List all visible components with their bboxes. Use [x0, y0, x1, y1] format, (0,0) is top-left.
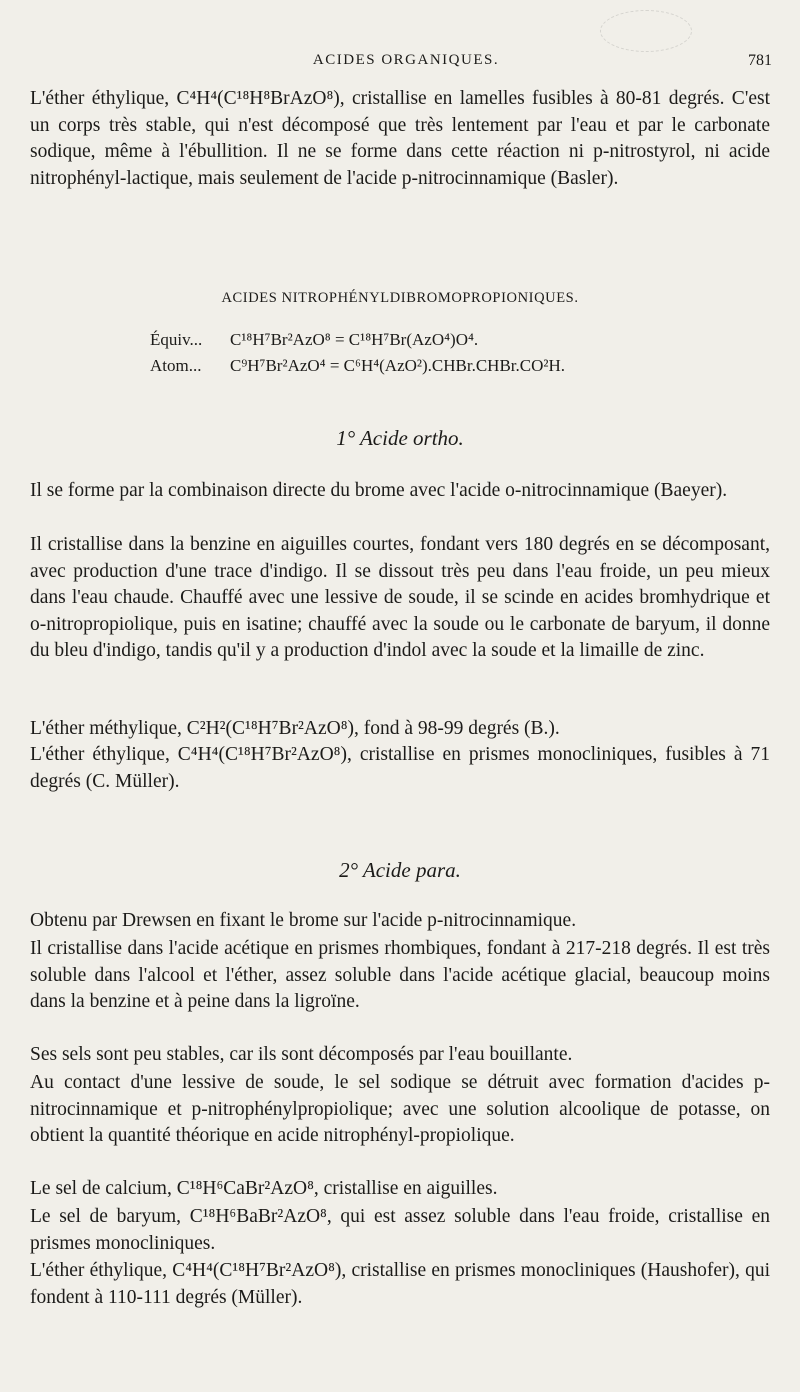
paragraph-cristallisation-para: Il cristallise dans l'acide acétique en prismes rhombiques, fondant à 217-218 degrés. Il est très soluble dans l'alcool et l'éther, assez soluble dans l'acide acétique glacial, beaucoup moins dans la benzine et à peine dans la ligroïne. — [30, 938, 770, 1013]
formula-atom-label: Atom... — [150, 356, 202, 375]
paragraph-ether-ethylique-ortho: L'éther éthylique, C⁴H⁴(C¹⁸H⁷Br²AzO⁸), cristallise en prismes monocliniques, fusibles à 71 degrés (C. Müller). — [30, 744, 770, 792]
paragraph-ether-ethylique-para-acide: L'éther éthylique, C⁴H⁴(C¹⁸H⁷Br²AzO⁸), cristallise en prismes monocliniques (Haushofer), qui fondent à 110-111 degrés (Müller). — [30, 1260, 770, 1308]
formula-atom-value: C⁹H⁷Br²AzO⁴ = C⁶H⁴(AzO²).CHBr.CHBr.CO²H. — [230, 356, 566, 375]
formula-equiv — [150, 328, 478, 352]
formula-equiv-value: C¹⁸H⁷Br²AzO⁸ = C¹⁸H⁷Br(AzO⁴)O⁴. — [230, 330, 479, 349]
paragraph-ether-ethylique-para: L'éther éthylique, C⁴H⁴(C¹⁸H⁸BrAzO⁸), cristallise en lamelles fusibles à 80-81 degrés. C'est un corps très stable, qui n'est décomposé que très lentement par l'eau et par le carbonate sodique, même à l'ébullition. Il ne se forme dans cette réaction ni p-nitrostyrol, ni acide nitrophényl-lactique, mais seulement de l'acide p-nitrocinnamique (Basler). — [30, 88, 770, 189]
paragraph-sels-stabilite: Ses sels sont peu stables, car ils sont décomposés par l'eau bouillante. — [30, 1044, 573, 1065]
section-heading: ACIDES NITROPHÉNYLDIBROMOPROPIONIQUES. — [221, 290, 579, 306]
subheading-acide-ortho-text: 1° Acide ortho. — [336, 426, 464, 450]
paragraph-sel-calcium: Le sel de calcium, C¹⁸H⁶CaBr²AzO⁸, cristallise en aiguilles. — [30, 1178, 498, 1199]
paragraph-ether-methylique: L'éther méthylique, C²H²(C¹⁸H⁷Br²AzO⁸), fond à 98-99 degrés (B.). — [30, 718, 560, 739]
page-number: 781 — [748, 52, 772, 69]
formula-equiv-label: Équiv... — [150, 330, 203, 349]
paragraph-cristallisation-ortho: Il cristallise dans la benzine en aiguilles courtes, fondant vers 180 degrés en se décomposant, avec production d'une trace d'indigo. Il se dissout très peu dans l'eau froide, un peu mieux dans l'eau chaude. Chauffé avec une lessive de soude, il se scinde en acides bromhydrique et o-nitropropiolique, puis en isatine; chauffé avec la soude ou le carbonate de baryum, il donne du bleu d'indigo, tandis qu'il y a production d'indol avec la soude et la limaille de zinc. — [30, 534, 770, 662]
paragraph-formation-ortho: Il se forme par la combinaison directe du brome avec l'acide o-nitrocinnamique (Baeyer). — [30, 480, 728, 501]
running-title: ACIDES ORGANIQUES. — [312, 52, 500, 68]
subheading-acide-para — [0, 858, 800, 883]
paragraph-lessive-soude: Au contact d'une lessive de soude, le sel sodique se détruit avec formation d'acides p-nitrocinnamique et p-nitrophénylpropiolique; avec une solution alcoolique de potasse, on obtient la quantité théorique en acide nitrophényl-propiolique. — [30, 1072, 770, 1147]
formula-atom — [150, 354, 565, 378]
subheading-acide-ortho — [0, 426, 800, 451]
library-stamp-faint — [600, 10, 692, 52]
paragraph-sel-baryum: Le sel de baryum, C¹⁸H⁶BaBr²AzO⁸, qui est assez soluble dans l'eau froide, cristallise en prismes monocliniques. — [30, 1206, 770, 1254]
paragraph-obtention-para: Obtenu par Drewsen en fixant le brome sur l'acide p-nitrocinnamique. — [30, 910, 577, 931]
subheading-acide-para-text: 2° Acide para. — [339, 858, 461, 882]
running-header — [40, 52, 772, 76]
